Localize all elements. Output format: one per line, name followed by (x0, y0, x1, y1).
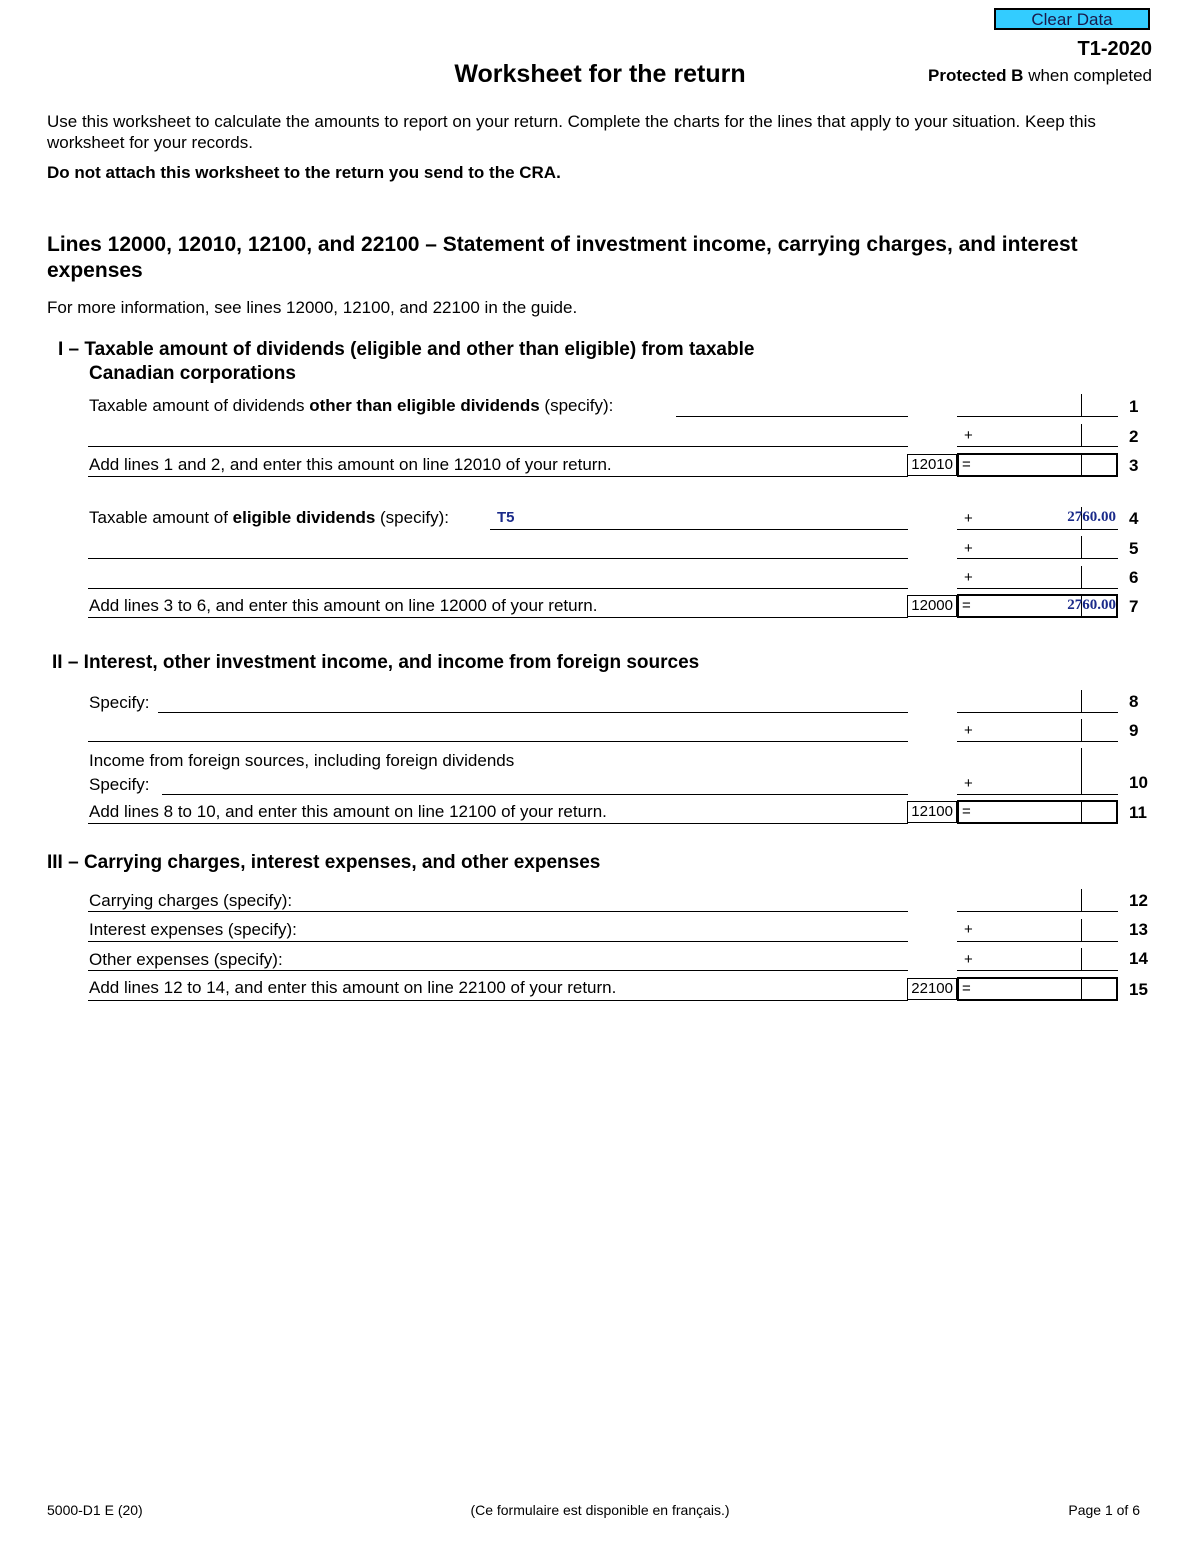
line5-plus: + (964, 540, 973, 557)
line15-label: Add lines 12 to 14, and enter this amount on line 22100 of your return. (89, 978, 617, 997)
line8-label: Specify: (89, 693, 150, 712)
line2-plus: + (964, 427, 973, 444)
line-number-6: 6 (1129, 568, 1139, 587)
line14-cents-divider (1081, 948, 1082, 970)
line4-specify-value: T5 (497, 509, 515, 526)
line15-equals: = (962, 980, 971, 997)
line10-specify-label: Specify: (89, 775, 150, 794)
more-info-text: For more information, see lines 12000, 12100, and 22100 in the guide. (47, 298, 578, 317)
line1-label-bold: other than eligible dividends (309, 396, 540, 415)
line13-cents-divider (1081, 919, 1082, 941)
line7-label: Add lines 3 to 6, and enter this amount on line 12000 of your return. (89, 596, 598, 615)
line8-cents-divider (1081, 690, 1082, 712)
line-number-3: 3 (1129, 456, 1139, 475)
line11-cents-divider (1081, 802, 1082, 822)
line4-plus: + (964, 510, 973, 527)
line13-label: Interest expenses (specify): (89, 920, 297, 939)
line-number-14: 14 (1129, 949, 1148, 968)
line10-amount-field[interactable] (957, 794, 1118, 795)
part1-heading (58, 338, 754, 386)
line12-amount-field[interactable] (957, 911, 1118, 912)
line10-label: Income from foreign sources, including foreign dividends (89, 751, 515, 770)
line6-amount-field[interactable] (957, 588, 1118, 589)
line14-plus: + (964, 951, 973, 968)
line14-label: Other expenses (specify): (89, 950, 283, 969)
line9-cents-divider (1081, 719, 1082, 741)
line-number-4: 4 (1129, 509, 1139, 528)
line-number-9: 9 (1129, 721, 1139, 740)
footer-form-code: 5000-D1 E (20) (47, 1502, 143, 1518)
line5-cents-divider (1081, 536, 1082, 558)
part3-heading: III – Carrying charges, interest expenses, and other expenses (47, 852, 601, 873)
line4-specify-field[interactable] (490, 529, 908, 530)
line3-underline (88, 476, 908, 477)
line11-underline (88, 823, 908, 824)
form-id: T1-2020 (1077, 38, 1152, 60)
line11-code-box: 12100 (907, 801, 957, 823)
footer-page-number: Page 1 of 6 (1068, 1502, 1140, 1518)
line2-specify-field[interactable] (88, 446, 908, 447)
clear-data-button[interactable]: Clear Data (994, 8, 1150, 30)
line2-amount-field[interactable] (957, 446, 1118, 447)
line2-cents-divider (1081, 424, 1082, 446)
line15-cents-divider (1081, 979, 1082, 999)
line7-underline (88, 617, 908, 618)
line3-equals: = (962, 456, 971, 473)
line9-specify-field[interactable] (88, 741, 908, 742)
line-number-12: 12 (1129, 891, 1148, 910)
line12-label: Carrying charges (specify): (89, 891, 293, 910)
line6-cents-divider (1081, 566, 1082, 588)
line-number-5: 5 (1129, 539, 1139, 558)
line1-label-post: (specify): (539, 396, 614, 415)
line3-code-box: 12010 (907, 454, 957, 476)
line11-equals: = (962, 803, 971, 820)
line12-specify-field[interactable] (88, 911, 908, 912)
line1-amount-field[interactable] (957, 416, 1118, 417)
line-number-1: 1 (1129, 397, 1139, 416)
line14-amount-field[interactable] (957, 970, 1118, 971)
line13-specify-field[interactable] (88, 941, 908, 942)
line10-cents-divider (1081, 748, 1082, 794)
line10-plus: + (964, 775, 973, 792)
line3-total-field[interactable] (957, 453, 1118, 477)
line4-label-bold: eligible dividends (232, 508, 376, 527)
line4-amount-field[interactable] (957, 529, 1118, 530)
line3-label: Add lines 1 and 2, and enter this amount on line 12010 of your return. (89, 455, 612, 474)
footer-french-note: (Ce formulaire est disponible en français.) (470, 1502, 730, 1518)
line7-equals: = (962, 597, 971, 614)
line7-amount-value: 2760.00 (1067, 597, 1116, 613)
line7-code-box: 12000 (907, 595, 957, 617)
line10-specify-field[interactable] (162, 794, 908, 795)
line4-label-pre: Taxable amount of (89, 508, 233, 527)
line14-specify-field[interactable] (88, 970, 908, 971)
line6-specify-field[interactable] (88, 588, 908, 589)
line8-specify-field[interactable] (158, 712, 908, 713)
line5-amount-field[interactable] (957, 558, 1118, 559)
line1-label (89, 396, 613, 416)
protected-rest: when completed (1023, 66, 1152, 85)
part2-heading: II – Interest, other investment income, and income from foreign sources (52, 652, 700, 673)
line11-total-field[interactable] (957, 800, 1118, 824)
line13-amount-field[interactable] (957, 941, 1118, 942)
protected-bold: Protected B (928, 66, 1024, 85)
notice-text: Do not attach this worksheet to the return you send to the CRA. (47, 163, 561, 182)
line9-plus: + (964, 722, 973, 739)
line-number-10: 10 (1129, 773, 1148, 792)
page-title: Worksheet for the return (454, 60, 746, 88)
part1-heading-line2: Canadian corporations (89, 363, 296, 384)
line1-specify-field[interactable] (676, 416, 908, 417)
line1-cents-divider (1081, 394, 1082, 416)
line4-label (89, 508, 449, 528)
line8-amount-field[interactable] (957, 712, 1118, 713)
line15-code-box: 22100 (907, 978, 957, 1000)
intro-text: Use this worksheet to calculate the amounts to report on your return. Complete the charts for the lines that apply to your situation. Keep this worksheet for your records. (47, 112, 1096, 152)
line4-label-post: (specify): (375, 508, 449, 527)
line15-total-field[interactable] (957, 977, 1118, 1001)
line3-cents-divider (1081, 455, 1082, 475)
line-number-7: 7 (1129, 597, 1139, 616)
line-number-8: 8 (1129, 692, 1139, 711)
line11-label: Add lines 8 to 10, and enter this amount on line 12100 of your return. (89, 802, 607, 821)
line-number-2: 2 (1129, 427, 1139, 446)
section-heading: Lines 12000, 12010, 12100, and 22100 – Statement of investment income, carrying charges, and interest expenses (47, 233, 1078, 282)
part1-heading-line1: I – Taxable amount of dividends (eligible and other than eligible) from taxable (58, 339, 755, 360)
line6-plus: + (964, 569, 973, 586)
line-number-13: 13 (1129, 920, 1148, 939)
line13-plus: + (964, 921, 973, 938)
line5-specify-field[interactable] (88, 558, 908, 559)
line4-amount-value: 2760.00 (1067, 509, 1116, 525)
line-number-11: 11 (1129, 803, 1147, 822)
line-number-15: 15 (1129, 980, 1148, 999)
line1-label-pre: Taxable amount of dividends (89, 396, 310, 415)
line12-cents-divider (1081, 889, 1082, 911)
line15-underline (88, 1000, 908, 1001)
line9-amount-field[interactable] (957, 741, 1118, 742)
